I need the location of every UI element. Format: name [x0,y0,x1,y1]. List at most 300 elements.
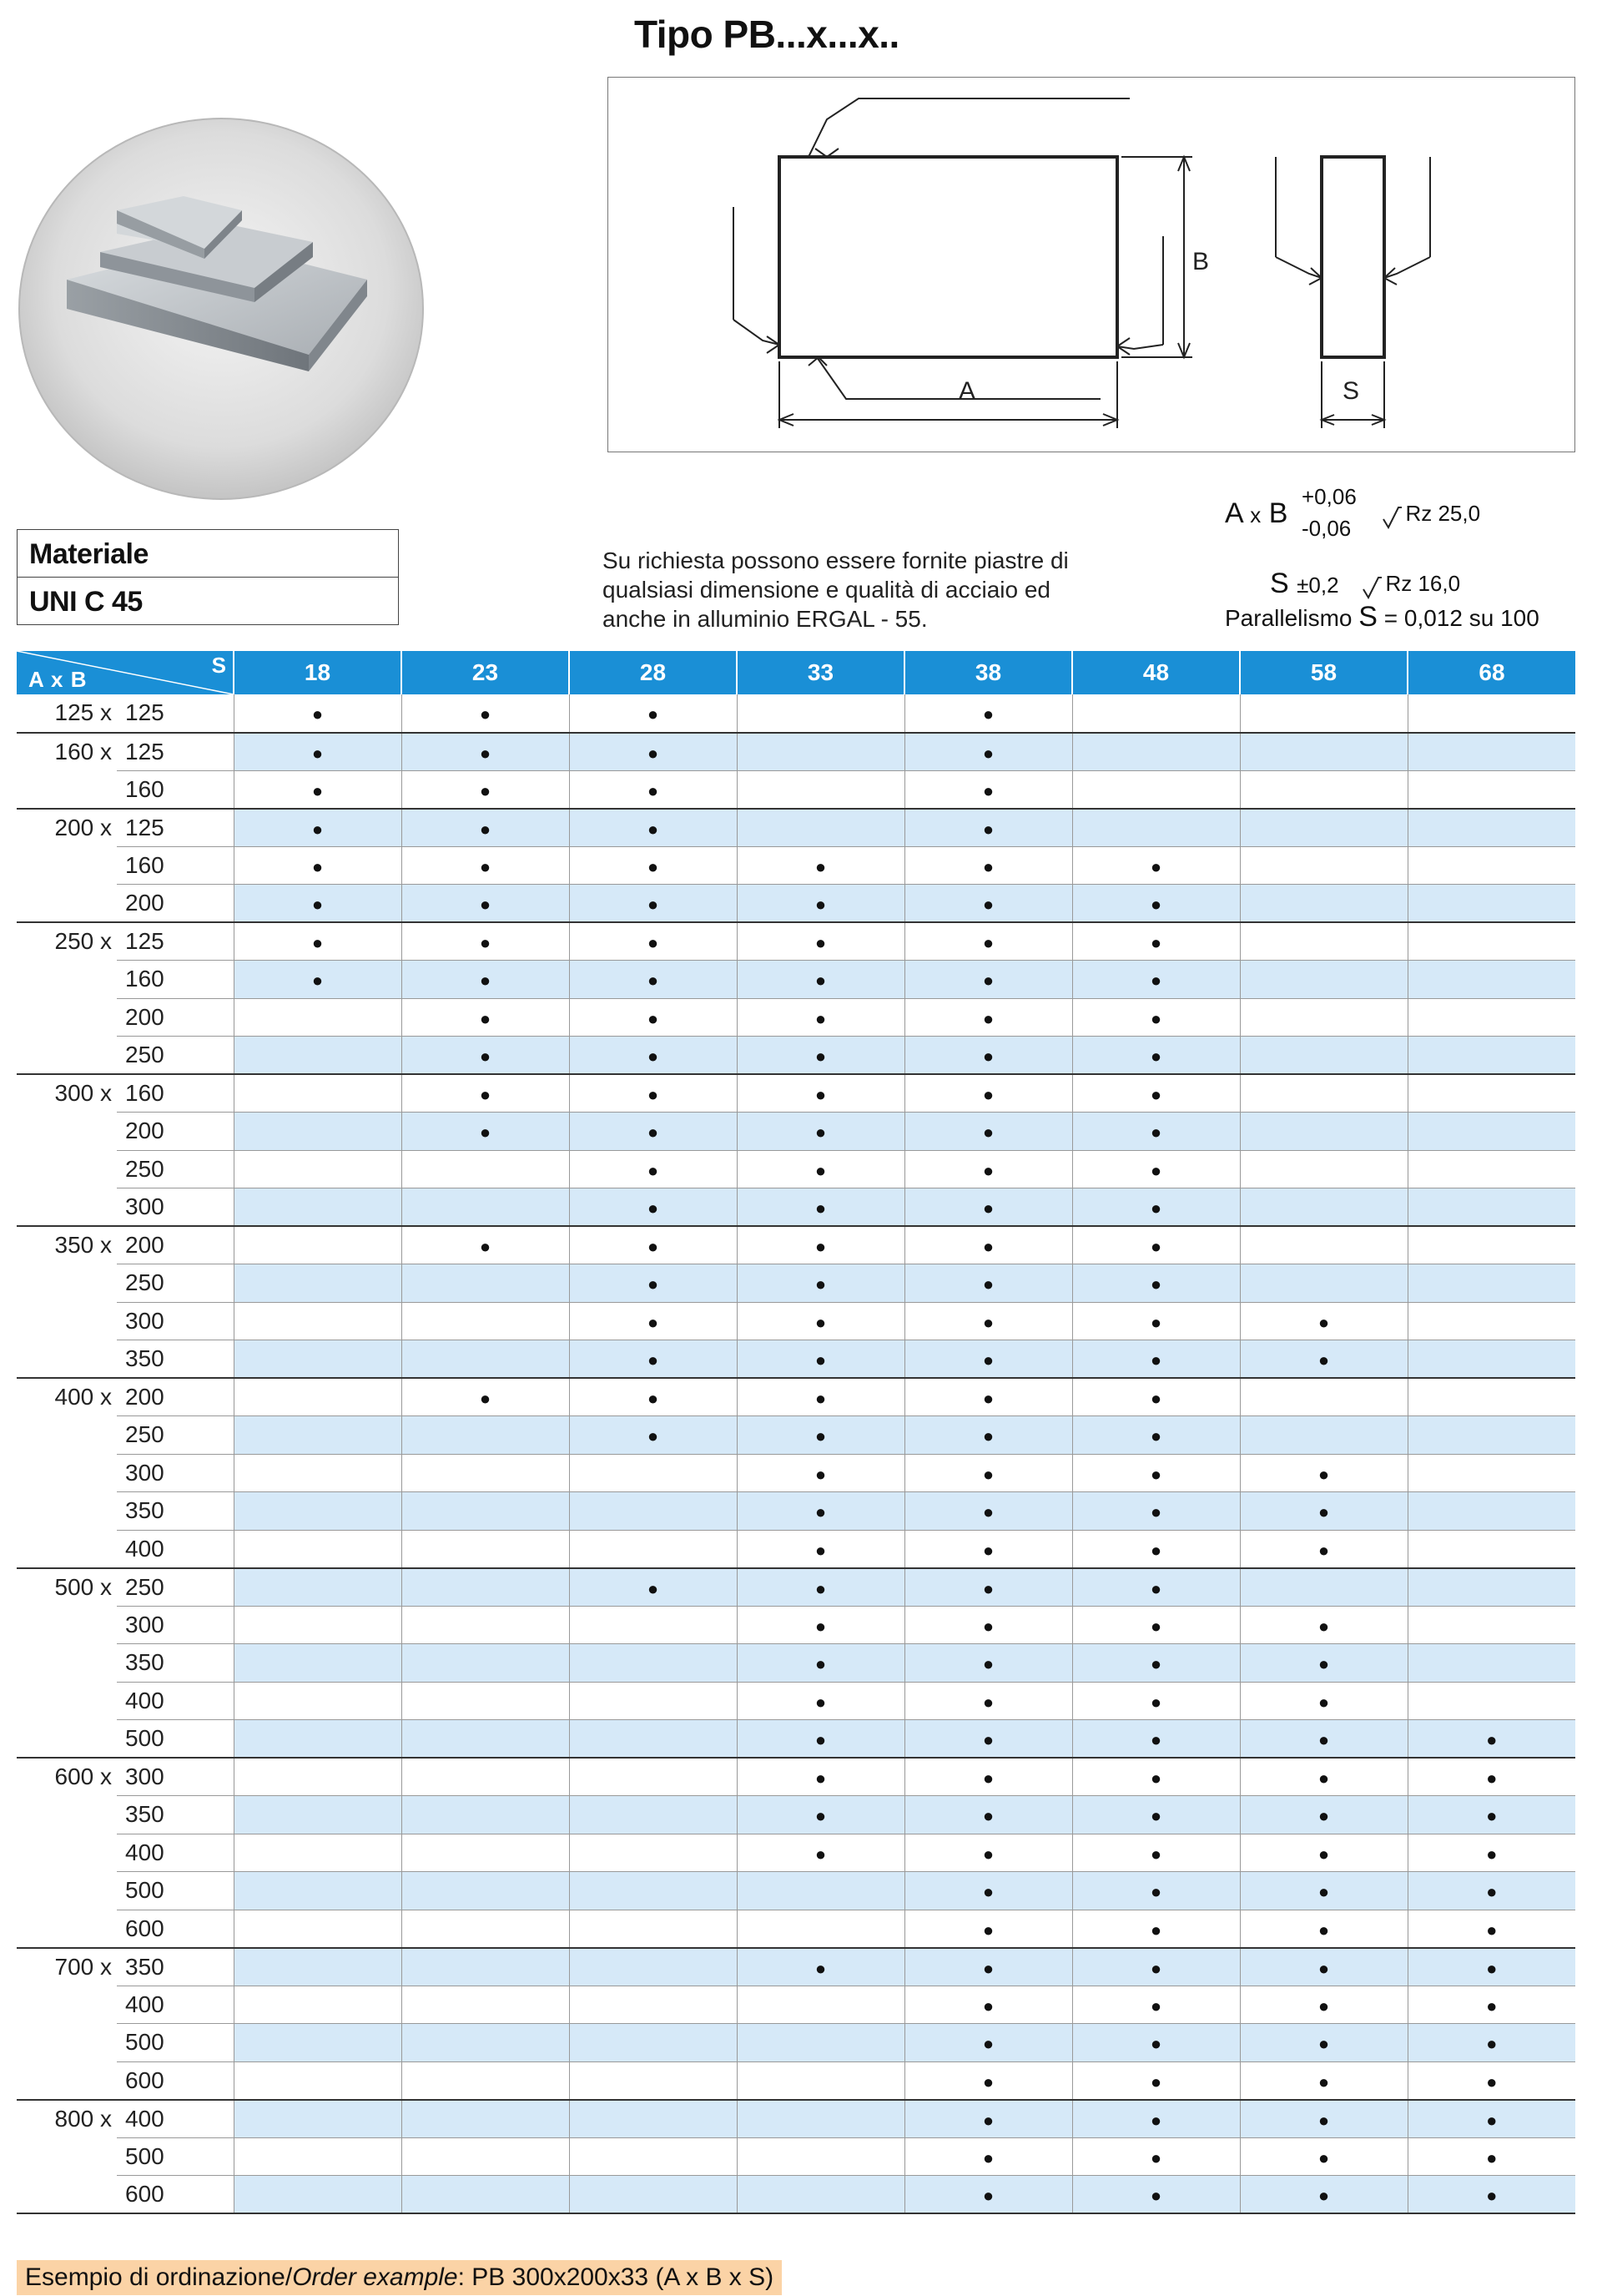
availability-cell [234,922,401,961]
availability-cell [401,1682,569,1720]
table-body [17,694,1575,2213]
availability-cell [1408,846,1575,885]
availability-cell [737,1264,904,1303]
available-dot: ● [814,1007,827,1029]
available-dot: ● [1150,1463,1162,1485]
dimension-a [17,2137,117,2176]
availability-cell [1408,1720,1575,1759]
available-dot: ● [647,1159,659,1181]
dimension-b: 600 [117,2061,234,2100]
dimension-b: 300 [117,1188,234,1227]
dimension-b: 300 [117,1302,234,1340]
availability-cell [401,694,569,733]
availability-cell [401,1074,569,1113]
availability-cell [1240,694,1408,733]
availability-cell [234,2061,401,2100]
availability-cell [1240,1644,1408,1683]
availability-cell [234,694,401,733]
availability-cell [401,961,569,999]
dimension-b: 350 [117,1948,234,1986]
availability-cell [401,1530,569,1568]
availability-cell [737,1302,904,1340]
available-dot: ● [814,1388,827,1409]
availability-cell [1408,1872,1575,1910]
dimension-b: 160 [117,770,234,809]
availability-cell [1408,1302,1575,1340]
availability-cell [569,770,737,809]
available-dot: ● [982,2033,995,2055]
availability-cell [1072,2137,1240,2176]
available-dot: ● [1317,1995,1330,2016]
available-dot: ● [982,1350,995,1370]
availability-cell [1240,770,1408,809]
availability-cell [234,1986,401,2024]
dimension-b: 400 [117,2100,234,2138]
availability-cell [569,1720,737,1759]
availability-cell [1408,998,1575,1037]
available-dot: ● [982,1919,995,1940]
availability-cell [569,1340,737,1379]
available-dot: ● [647,1122,659,1143]
available-dot: ● [479,1007,491,1029]
availability-cell [1072,1492,1240,1531]
availability-cell [234,846,401,885]
availability-cell [1408,1530,1575,1568]
available-dot: ● [1150,2147,1162,2168]
availability-cell [401,2100,569,2138]
available-dot: ● [982,970,995,992]
availability-cell [737,1150,904,1188]
availability-cell [1408,1037,1575,1075]
availability-cell [234,1074,401,1113]
availability-cell [569,1910,737,1948]
availability-cell [737,1948,904,1986]
roughness-s: Rz 16,0 [1362,571,1460,599]
availability-cell [401,1872,569,1910]
available-dot: ● [1150,1843,1162,1865]
availability-cell [401,1720,569,1759]
availability-cell [1408,2100,1575,2138]
available-dot: ● [1150,1198,1162,1219]
availability-cell [737,2176,904,2214]
dimension-b: 200 [117,1226,234,1264]
available-dot: ● [814,1084,827,1105]
dimension-a [17,770,117,809]
availability-cell [569,733,737,771]
available-dot: ● [1486,1957,1498,1979]
table-row [17,922,1575,961]
availability-cell [1240,1340,1408,1379]
available-dot: ● [1150,1691,1162,1713]
availability-cell [569,694,737,733]
table-row [17,1720,1575,1759]
availability-cell [401,1796,569,1834]
dimension-a [17,1872,117,1910]
available-dot: ● [479,932,491,953]
available-dot: ● [982,1274,995,1295]
availability-cell [1072,809,1240,847]
available-dot: ● [479,1084,491,1105]
available-dot: ● [1150,2071,1162,2092]
available-dot: ● [1150,1007,1162,1029]
availability-cell [401,1113,569,1151]
availability-cell [1240,1378,1408,1416]
table-row [17,1986,1575,2024]
availability-cell [1240,1226,1408,1264]
availability-cell [1408,1834,1575,1872]
availability-cell [904,1074,1072,1113]
availability-cell [737,961,904,999]
dimension-a: 350 x [17,1226,117,1264]
dimension-b: 160 [117,961,234,999]
availability-cell [1240,2024,1408,2062]
dimension-b: 160 [117,846,234,885]
availability-cell [401,1416,569,1455]
column-header: 38 [904,651,1072,694]
availability-cell [904,1454,1072,1492]
available-dot: ● [647,1274,659,1295]
dimension-b: 250 [117,1264,234,1303]
availability-cell [737,770,904,809]
availability-cell [401,2061,569,2100]
available-dot: ● [647,1311,659,1333]
available-dot: ● [814,1046,827,1067]
availability-cell [1240,961,1408,999]
available-dot: ● [814,855,827,877]
available-dot: ● [1150,1881,1162,1903]
available-dot: ● [311,704,324,725]
column-header: 28 [569,651,737,694]
availability-cell [1072,1188,1240,1227]
availability-cell [1072,1948,1240,1986]
availability-cell [1408,733,1575,771]
availability-cell [904,809,1072,847]
available-dot: ● [1486,1768,1498,1789]
available-dot: ● [1317,1957,1330,1979]
dim-b-label: B [1192,248,1210,275]
availability-cell [1240,1720,1408,1759]
available-dot: ● [647,1007,659,1029]
availability-cell [569,1378,737,1416]
available-dot: ● [311,855,324,877]
available-dot: ● [311,818,324,840]
availability-cell [569,1796,737,1834]
available-dot: ● [982,1159,995,1181]
availability-cell [1408,1986,1575,2024]
page-title: Tipo PB...x...x.. [634,13,899,56]
available-dot: ● [647,780,659,801]
availability-cell [1240,1530,1408,1568]
available-dot: ● [814,1501,827,1523]
availability-cell [904,1834,1072,1872]
availability-cell [1072,1834,1240,1872]
available-dot: ● [814,970,827,992]
availability-cell [737,1834,904,1872]
availability-cell [904,1796,1072,1834]
available-dot: ● [1486,2071,1498,2092]
availability-cell [234,1872,401,1910]
availability-cell [234,1492,401,1531]
dimension-a [17,1302,117,1340]
available-dot: ● [982,1122,995,1143]
table-row [17,1113,1575,1151]
available-dot: ● [982,1463,995,1485]
tolerance-plus: +0,06 [1302,484,1357,509]
availability-cell [401,1340,569,1379]
availability-cell [1072,1530,1240,1568]
dimension-a: 800 x [17,2100,117,2138]
availability-cell [569,2176,737,2214]
available-dot: ● [1150,1995,1162,2016]
technical-drawing [607,77,1575,452]
table-row [17,1530,1575,1568]
available-dot: ● [982,780,995,801]
availability-cell [904,694,1072,733]
available-dot: ● [1317,1881,1330,1903]
available-dot: ● [982,1577,995,1599]
dimension-a [17,1530,117,1568]
available-dot: ● [647,1426,659,1447]
dimension-a [17,961,117,999]
availability-cell [1240,922,1408,961]
table-row [17,1188,1575,1227]
availability-cell [737,2137,904,2176]
available-dot: ● [647,932,659,953]
available-dot: ● [982,855,995,877]
dimension-b: 300 [117,1454,234,1492]
availability-cell [1240,1948,1408,1986]
availability-cell [1240,1074,1408,1113]
availability-cell [904,1872,1072,1910]
dimension-b: 400 [117,1682,234,1720]
availability-cell [1240,1188,1408,1227]
availability-cell [1408,694,1575,733]
availability-cell [234,1340,401,1379]
available-dot: ● [1150,1159,1162,1181]
availability-cell [1072,846,1240,885]
availability-cell [737,846,904,885]
column-header: 48 [1072,651,1240,694]
availability-cell [1072,1606,1240,1644]
available-dot: ● [982,818,995,840]
availability-cell [401,2176,569,2214]
product-image [17,117,426,501]
availability-cell [1072,1264,1240,1303]
dimension-b: 500 [117,1872,234,1910]
material-value: UNI C 45 [18,577,398,624]
availability-cell [904,1986,1072,2024]
availability-cell [234,1454,401,1492]
available-dot: ● [1486,2109,1498,2131]
availability-cell [904,1226,1072,1264]
available-dot: ● [1317,1463,1330,1485]
availability-cell [569,1454,737,1492]
available-dot: ● [982,1805,995,1827]
availability-cell [1408,1948,1575,1986]
availability-cell [401,1492,569,1531]
availability-cell [569,1037,737,1075]
availability-cell [234,1037,401,1075]
availability-cell [1072,694,1240,733]
available-dot: ● [1486,1881,1498,1903]
availability-cell [904,1150,1072,1188]
dimension-b: 250 [117,1150,234,1188]
availability-cell [234,2100,401,2138]
table-row [17,1492,1575,1531]
availability-cell [1072,1074,1240,1113]
tolerance-minus: -0,06 [1302,516,1352,541]
availability-cell [401,1986,569,2024]
availability-cell [1408,1416,1575,1455]
availability-cell [904,1606,1072,1644]
availability-cell [401,1378,569,1416]
availability-cell [234,998,401,1037]
availability-cell [569,885,737,923]
availability-cell [401,2137,569,2176]
available-dot: ● [982,1539,995,1561]
availability-cell [1072,1644,1240,1683]
table-row [17,2061,1575,2100]
availability-cell [1072,1568,1240,1607]
availability-cell [569,1302,737,1340]
table-row [17,2176,1575,2214]
availability-cell [904,1644,1072,1683]
dimension-a [17,1150,117,1188]
table-row [17,1150,1575,1188]
table-row [17,1454,1575,1492]
available-dot: ● [982,1084,995,1105]
availability-cell [904,1037,1072,1075]
dimension-a [17,1188,117,1227]
table-row [17,1872,1575,1910]
available-dot: ● [982,1236,995,1257]
available-dot: ● [479,1388,491,1409]
availability-cell [234,2137,401,2176]
dimension-b: 200 [117,1113,234,1151]
available-dot: ● [1486,2033,1498,2055]
available-dot: ● [1150,1539,1162,1561]
availability-cell [569,1872,737,1910]
table-row [17,998,1575,1037]
availability-table [17,651,1575,2214]
table-row [17,885,1575,923]
availability-cell [1408,1113,1575,1151]
available-dot: ● [479,855,491,877]
table-row [17,1682,1575,1720]
column-header: 33 [737,651,904,694]
dimension-a: 600 x [17,1758,117,1796]
availability-cell [1408,1796,1575,1834]
available-dot: ● [1150,1653,1162,1675]
availability-cell [737,1226,904,1264]
availability-cell [904,998,1072,1037]
dimension-a [17,2024,117,2062]
availability-cell [401,1302,569,1340]
availability-cell [904,1302,1072,1340]
available-dot: ● [814,1463,827,1485]
table-row [17,1606,1575,1644]
availability-cell [569,1492,737,1531]
available-dot: ● [1317,1350,1330,1370]
availability-cell [904,1416,1072,1455]
availability-cell [234,885,401,923]
available-dot: ● [479,1236,491,1257]
availability-cell [234,1188,401,1227]
table-row [17,1644,1575,1683]
availability-cell [737,1606,904,1644]
available-dot: ● [982,2147,995,2168]
dimension-b: 200 [117,998,234,1037]
availability-cell [401,770,569,809]
available-dot: ● [1317,2185,1330,2206]
dimension-a [17,1340,117,1379]
available-dot: ● [1150,970,1162,992]
available-dot: ● [647,818,659,840]
availability-cell [1240,2100,1408,2138]
availability-cell [401,1834,569,1872]
available-dot: ● [1150,1919,1162,1940]
availability-cell [1240,733,1408,771]
availability-cell [737,809,904,847]
availability-cell [401,2024,569,2062]
availability-cell [1240,2061,1408,2100]
dimension-a [17,1606,117,1644]
available-dot: ● [982,1426,995,1447]
availability-cell [401,1568,569,1607]
availability-cell [401,1454,569,1492]
availability-cell [1240,2176,1408,2214]
availability-cell [401,1948,569,1986]
available-dot: ● [1150,1236,1162,1257]
available-dot: ● [982,2185,995,2206]
availability-cell [569,1226,737,1264]
available-dot: ● [814,1122,827,1143]
dimension-b: 200 [117,1378,234,1416]
availability-cell [1240,885,1408,923]
available-dot: ● [1150,1046,1162,1067]
dimension-b: 200 [117,885,234,923]
availability-cell [737,998,904,1037]
dimension-b: 125 [117,733,234,771]
availability-cell [569,2024,737,2062]
availability-cell [1240,1910,1408,1948]
availability-cell [569,1113,737,1151]
availability-cell [904,1188,1072,1227]
dimension-a [17,998,117,1037]
available-dot: ● [982,1881,995,1903]
table-row [17,1037,1575,1075]
availability-cell [737,1872,904,1910]
available-dot: ● [1150,1615,1162,1637]
availability-cell [1072,922,1240,961]
availability-cell [1240,1037,1408,1075]
available-dot: ● [1317,1615,1330,1637]
available-dot: ● [982,2071,995,2092]
dim-s-label: S [1343,377,1360,405]
availability-cell [569,1074,737,1113]
table-row [17,1074,1575,1113]
available-dot: ● [982,932,995,953]
availability-cell [234,809,401,847]
availability-cell [401,733,569,771]
availability-cell [1408,1074,1575,1113]
table-row [17,1340,1575,1379]
dimension-a: 500 x [17,1568,117,1607]
available-dot: ● [1317,2071,1330,2092]
available-dot: ● [1317,1768,1330,1789]
dimension-b: 600 [117,2176,234,2214]
availability-cell [1408,2137,1575,2176]
